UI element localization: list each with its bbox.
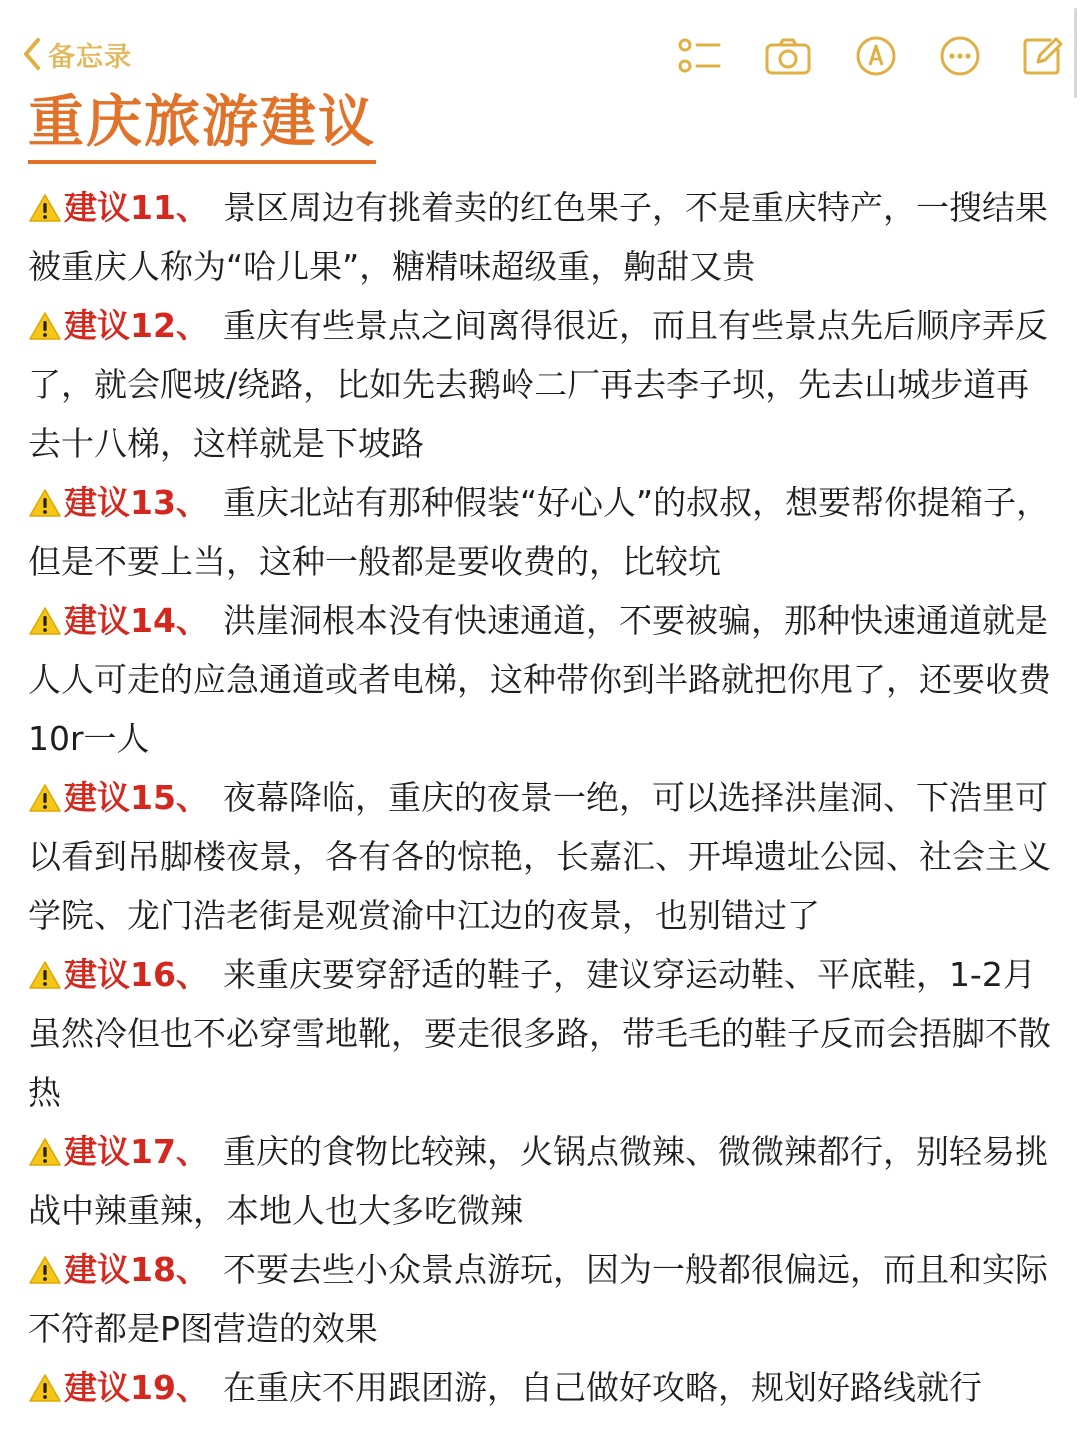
- checklist-icon[interactable]: [676, 32, 724, 80]
- camera-icon[interactable]: [764, 32, 812, 80]
- item-text: 在重庆不用跟团游，自己做好攻略，规划好路线就行: [222, 1368, 982, 1407]
- item-text: 洪崖洞根本没有快速通道，不要被骗，那种快速通道就是人人可走的应急通道或者电梯，这种带你到半路就把你甩了，还要收费10r一人: [28, 601, 1051, 758]
- scrollbar[interactable]: [1074, 8, 1077, 98]
- list-item: [28, 591, 1058, 768]
- item-label: 建议12、: [64, 306, 209, 345]
- item-text: 重庆北站有那种假装“好心人”的叔叔，想要帮你提箱子，但是不要上当，这种一般都是要收费的，比较坑: [28, 483, 1050, 581]
- back-button[interactable]: [22, 34, 132, 74]
- warning-icon: [28, 1255, 62, 1285]
- warning-icon: [28, 488, 62, 518]
- more-icon[interactable]: [936, 32, 984, 80]
- warning-icon: [28, 783, 62, 813]
- list-item: [28, 1240, 1058, 1358]
- warning-icon: [28, 1373, 62, 1403]
- back-label: 备忘录: [48, 41, 132, 73]
- note-title[interactable]: 重庆旅游建议: [28, 88, 376, 164]
- item-label: 建议14、: [64, 601, 209, 640]
- warning-icon: [28, 193, 62, 223]
- item-label: 建议18、: [64, 1250, 209, 1289]
- item-text: 不要去些小众景点游玩，因为一般都很偏远，而且和实际不符都是P图营造的效果: [28, 1250, 1048, 1348]
- item-label: 建议11、: [64, 188, 209, 227]
- item-label: 建议17、: [64, 1132, 209, 1171]
- warning-icon: [28, 1137, 62, 1167]
- warning-icon: [28, 606, 62, 636]
- list-item: [28, 945, 1058, 1122]
- notes-toolbar: [0, 0, 1080, 100]
- item-label: 建议16、: [64, 955, 209, 994]
- list-item: [28, 473, 1058, 591]
- list-item: [28, 1122, 1058, 1240]
- item-text: 景区周边有挑着卖的红色果子，不是重庆特产，一搜结果被重庆人称为“哈儿果”，糖精味超级重，齁甜又贵: [28, 188, 1048, 286]
- compose-icon[interactable]: [1018, 32, 1066, 80]
- item-label: 建议19、: [64, 1368, 209, 1407]
- markup-pen-icon[interactable]: [852, 32, 900, 80]
- item-label: 建议15、: [64, 778, 209, 817]
- list-item: [28, 1358, 1058, 1417]
- item-text: 来重庆要穿舒适的鞋子，建议穿运动鞋、平底鞋，1-2月虽然冷但也不必穿雪地靴，要走很多路，带毛毛的鞋子反而会捂脚不散热: [28, 955, 1051, 1112]
- item-label: 建议13、: [64, 483, 209, 522]
- warning-icon: [28, 311, 62, 341]
- item-text: 夜幕降临，重庆的夜景一绝，可以选择洪崖洞、下浩里可以看到吊脚楼夜景，各有各的惊艳，长嘉汇、开埠遗址公园、社会主义学院、龙门浩老街是观赏渝中江边的夜景，也别错过了: [28, 778, 1051, 935]
- list-item: [28, 296, 1058, 473]
- warning-icon: [28, 960, 62, 990]
- chevron-left-icon: [22, 37, 42, 71]
- note-body[interactable]: [28, 178, 1058, 1417]
- item-text: 重庆有些景点之间离得很近，而且有些景点先后顺序弄反了，就会爬坡/绕路，比如先去鹅岭二厂再去李子坝，先去山城步道再去十八梯，这样就是下坡路: [28, 306, 1048, 463]
- note-title-container: [28, 88, 376, 164]
- item-text: 重庆的食物比较辣，火锅点微辣、微微辣都行，别轻易挑战中辣重辣，本地人也大多吃微辣: [28, 1132, 1048, 1230]
- list-item: [28, 768, 1058, 945]
- list-item: [28, 178, 1058, 296]
